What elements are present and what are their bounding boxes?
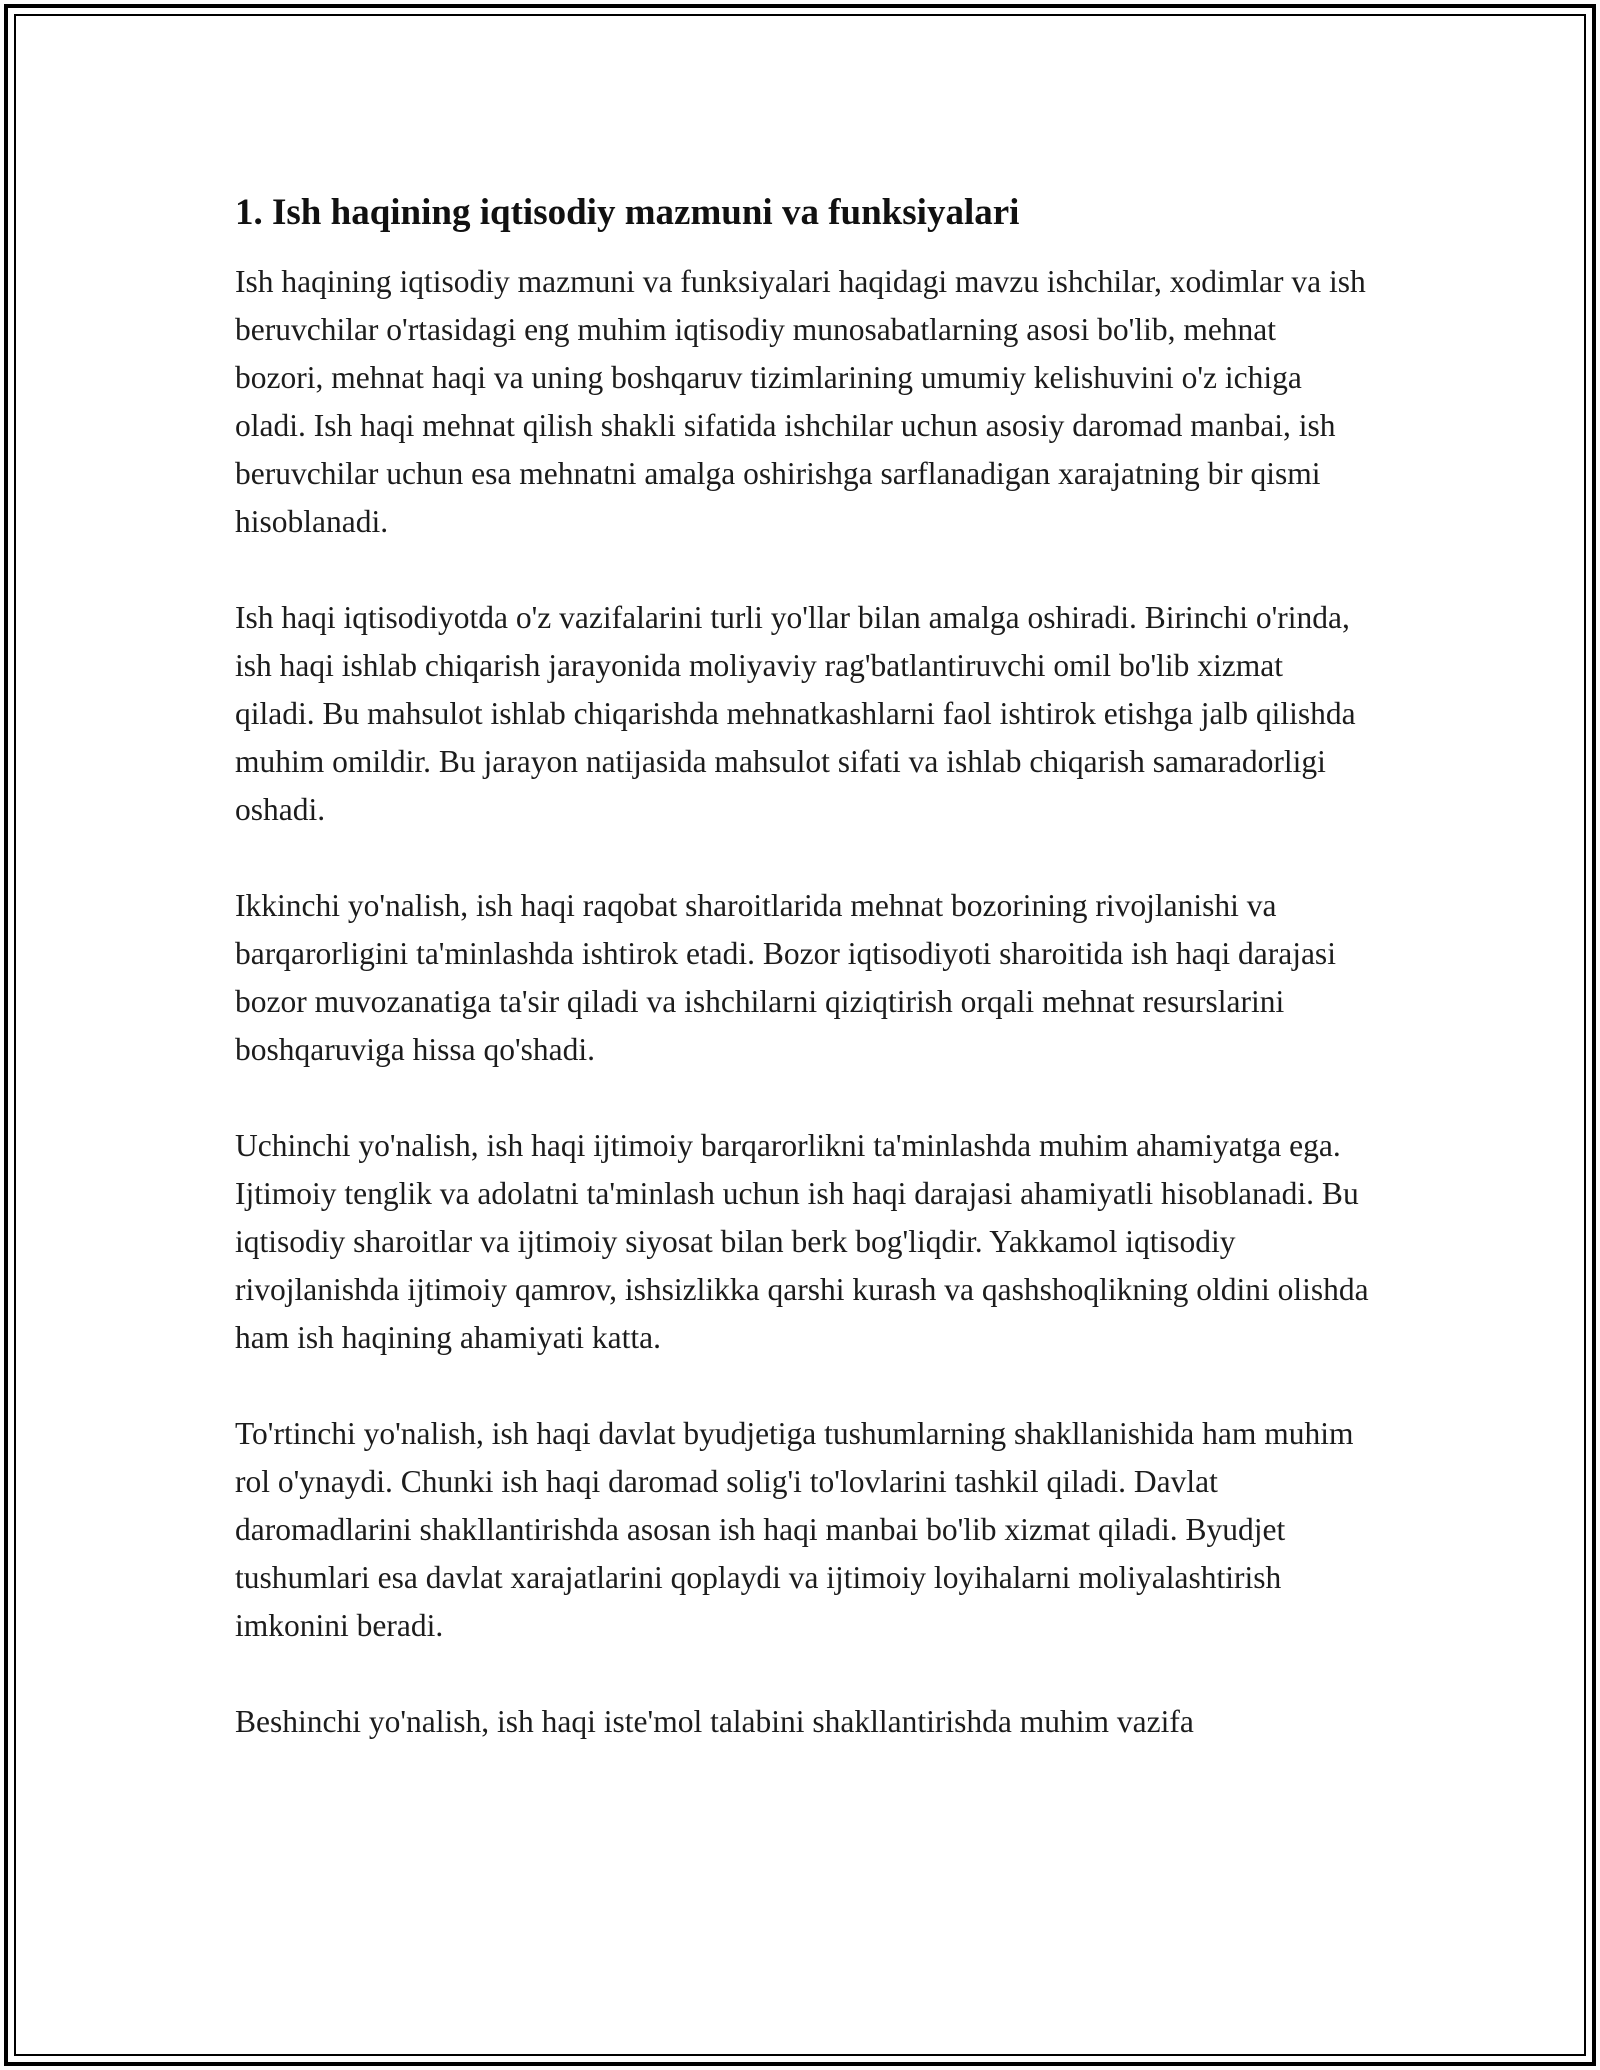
paragraph-2: Ish haqi iqtisodiyotda o'z vazifalarini turli yo'llar bilan amalga oshiradi. Birinchi o'rinda, ish haqi ishlab chiqarish jarayonida moliyaviy rag'batlantiruvchi omil bo'lib xizmat qiladi. Bu mahsulot ishlab chiqarishda mehnatkashlarni faol ishtirok etishga jalb qilishda muhim omildir. Bu jarayon natijasida mahsulot sifati va ishlab chiqarish samaradorligi oshadi. [235, 600, 1356, 827]
paragraph-3: Ikkinchi yo'nalish, ish haqi raqobat sharoitlarida mehnat bozorining rivojlanishi va barqarorligini ta'minlashda ishtirok etadi. Bozor iqtisodiyoti sharoitida ish haqi darajasi bozor muvozanatiga ta'sir qiladi va ishchilarni qiziqtirish orqali mehnat resurslarini boshqaruviga hissa qo'shadi. [235, 888, 1336, 1067]
paragraph-5: To'rtinchi yo'nalish, ish haqi davlat byudjetiga tushumlarning shakllanishida ham muhim rol o'ynaydi. Chunki ish haqi daromad solig'i to'lovlarini tashkil qiladi. Davlat daromadlarini shakllantirishda asosan ish haqi manbai bo'lib xizmat qiladi. Byudjet tushumlari esa davlat xarajatlarini qoplaydi va ijtimoiy loyihalarni moliyalashtirish imkonini beradi. [235, 1416, 1354, 1643]
section-heading: 1. Ish haqining iqtisodiy mazmuni va funksiyalari [235, 192, 1020, 233]
document-body [235, 190, 1370, 1794]
paragraph-4: Uchinchi yo'nalish, ish haqi ijtimoiy barqarorlikni ta'minlashda muhim ahamiyatga ega. Ijtimoiy tenglik va adolatni ta'minlash uchun ish haqi darajasi ahamiyatli hisoblanadi. Bu iqtisodiy sharoitlar va ijtimoiy siyosat bilan berk bog'liqdir. Yakkamol iqtisodiy rivojlanishda ijtimoiy qamrov, ishsizlikka qarshi kurash va qashshoqlikning oldini olishda ham ish haqining ahamiyati katta. [235, 1128, 1369, 1355]
paragraph-6: Beshinchi yo'nalish, ish haqi iste'mol talabini shakllantirishda muhim vazifa [235, 1704, 1194, 1739]
paragraph-1: Ish haqining iqtisodiy mazmuni va funksiyalari haqidagi mavzu ishchilar, xodimlar va ish beruvchilar o'rtasidagi eng muhim iqtisodiy munosabatlarning asosi bo'lib, mehnat bozori, mehnat haqi va uning boshqaruv tizimlarining umumiy kelishuvini o'z ichiga oladi. Ish haqi mehnat qilish shakli sifatida ishchilar uchun asosiy daromad manbai, ish beruvchilar uchun esa mehnatni amalga oshirishga sarflanadigan xarajatning bir qismi hisoblanadi. [235, 264, 1366, 539]
